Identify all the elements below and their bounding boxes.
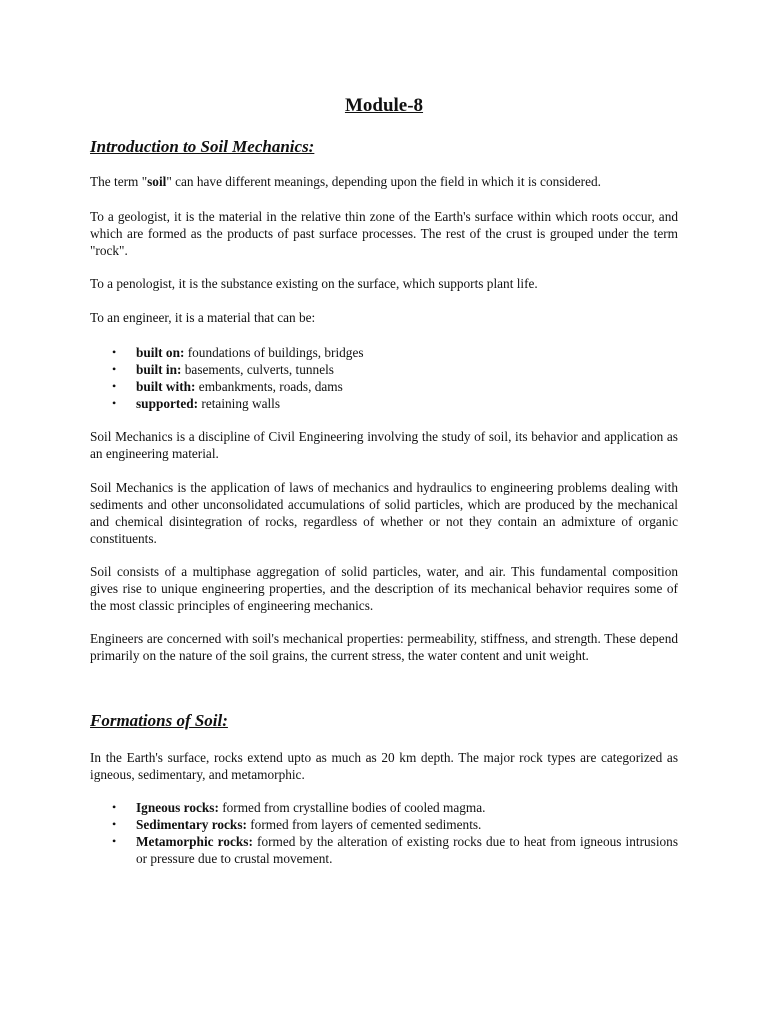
paragraph-application: Soil Mechanics is the application of laws of mechanics and hydraulics to engineering problems dealing with sediments and other unconsolidated accumulations of solid particles, which are produced by the mechanical and chemical disintegration of rocks, regardless of whether or not they contain an admixture of organic constituents.: [90, 480, 678, 546]
engineer-uses-list: [90, 344, 678, 412]
list-item-label: built in:: [136, 362, 182, 377]
text-run: The term ": [90, 174, 148, 189]
bold-term-soil: soil: [147, 174, 167, 189]
list-item-label: supported:: [136, 396, 199, 411]
list-item: [90, 361, 678, 378]
list-item-label: built with:: [136, 379, 196, 394]
list-item-label: built on:: [136, 345, 185, 360]
paragraph-soil-term: [90, 173, 678, 190]
list-item: [90, 816, 678, 833]
bullet-icon: •: [112, 396, 117, 410]
list-item: [90, 395, 678, 412]
list-item-text: foundations of buildings, bridges: [184, 345, 364, 360]
list-item-text: basements, culverts, tunnels: [181, 362, 334, 377]
paragraph-properties: Engineers are concerned with soil's mechanical properties: permeability, stiffness, and strength. These depend primarily on the nature of the soil grains, the current stress, the water content and unit weight.: [90, 631, 678, 663]
list-item-label: Igneous rocks:: [136, 800, 219, 815]
list-item: [90, 799, 678, 816]
list-item-label: Sedimentary rocks:: [136, 817, 247, 832]
page-title: Module-8: [344, 95, 424, 116]
list-item-text: retaining walls: [198, 396, 281, 411]
list-item-text: formed from crystalline bodies of cooled magma.: [218, 800, 486, 815]
paragraph-geologist: To a geologist, it is the material in the relative thin zone of the Earth's surface within which roots occur, and which are formed as the products of past surface processes. The rest of the crust is grouped under the term "rock".: [90, 209, 678, 258]
list-item: [90, 833, 678, 867]
list-item-text: formed by the alteration of existing rocks due to heat from igneous intrusions or pressure due to crustal movement.: [136, 834, 679, 866]
bullet-icon: •: [112, 379, 117, 393]
list-item-label: Metamorphic rocks:: [136, 834, 253, 849]
section-heading-intro: Introduction to Soil Mechanics:: [90, 137, 315, 156]
bullet-icon: •: [112, 800, 117, 814]
list-item: [90, 344, 678, 361]
paragraph-penologist: To a penologist, it is the substance existing on the surface, which supports plant life.: [90, 276, 538, 291]
section-heading-formations: Formations of Soil:: [90, 711, 228, 730]
list-item-text: formed from layers of cemented sediments.: [246, 817, 482, 832]
rock-types-list: [90, 799, 678, 867]
paragraph-multiphase: Soil consists of a multiphase aggregation of solid particles, water, and air. This fundamental composition gives rise to unique engineering properties, and the description of its mechanical behavior requires some of the most classic principles of engineering mechanics.: [90, 564, 678, 613]
bullet-icon: •: [112, 834, 117, 848]
list-item: [90, 378, 678, 395]
text-run: " can have different meanings, depending upon the field in which it is considered.: [166, 174, 601, 189]
bullet-icon: •: [112, 362, 117, 376]
bullet-icon: •: [112, 817, 117, 831]
paragraph-discipline: Soil Mechanics is a discipline of Civil Engineering involving the study of soil, its behavior and application as an engineering material.: [90, 429, 678, 461]
list-item-text: embankments, roads, dams: [195, 379, 343, 394]
paragraph-rock-types: In the Earth's surface, rocks extend upto as much as 20 km depth. The major rock types are categorized as igneous, sedimentary, and metamorphic.: [90, 750, 678, 782]
bullet-icon: •: [112, 345, 117, 359]
paragraph-engineer: To an engineer, it is a material that can be:: [90, 310, 316, 325]
